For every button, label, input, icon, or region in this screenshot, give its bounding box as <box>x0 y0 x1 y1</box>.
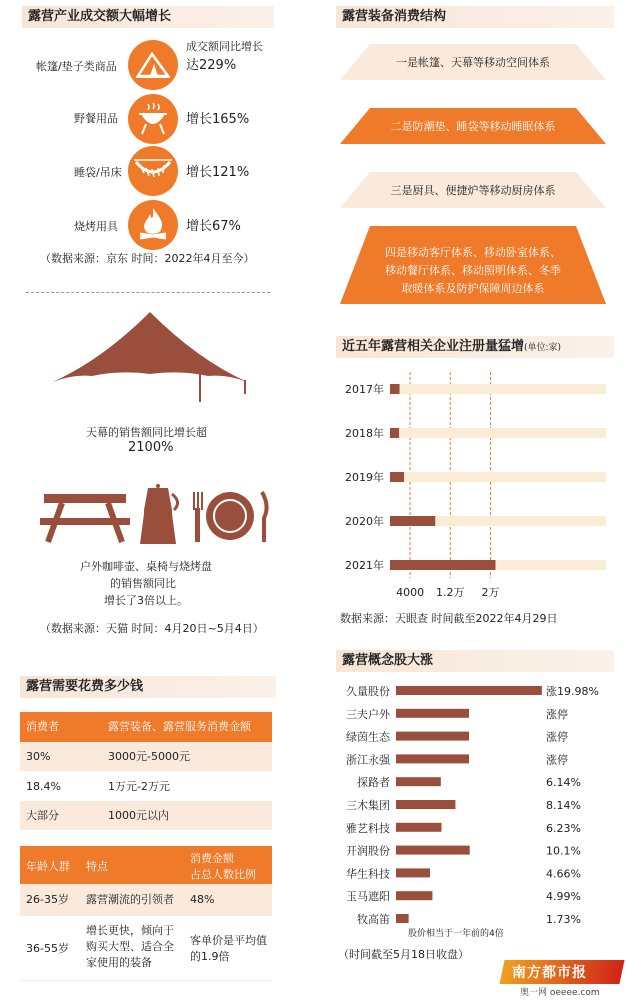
table2-header-1: 特点 <box>86 860 108 873</box>
logo-text: 南方都市报 <box>512 965 587 981</box>
hammock-icon <box>128 146 178 196</box>
stock-bar <box>396 891 432 900</box>
stock-name-label: 雅艺科技 <box>346 821 390 835</box>
table1-cell: 18.4% <box>26 780 61 793</box>
table2-cell: 36-55岁 <box>26 942 69 955</box>
stock-value-label: 10.1% <box>546 844 581 858</box>
table2-header-0: 年龄人群 <box>26 860 70 873</box>
reg-bar <box>390 516 435 526</box>
stock-bar <box>396 777 441 786</box>
coffee-text-1: 户外咖啡壶、桌椅与烧烤盘 <box>80 560 212 573</box>
reg-bar <box>390 560 495 570</box>
table2-cell: 的1.9倍 <box>190 950 230 963</box>
item-label-sleeping: 睡袋/吊床 <box>74 166 122 179</box>
item-label-tent: 帐篷/垫子类商品 <box>36 60 117 73</box>
stock-bar <box>396 823 441 832</box>
item-value-tent-l2: 达229% <box>186 58 237 73</box>
stock-value-label: 6.23% <box>546 821 581 835</box>
table2-cell: 购买大型、适合全 <box>86 940 174 953</box>
item-value-bbq: 增长67% <box>186 219 241 234</box>
registrations-unit: (单位:家) <box>524 343 562 353</box>
stock-value-label: 8.14% <box>546 799 581 812</box>
stock-bar <box>396 732 469 741</box>
reg-track <box>390 384 606 394</box>
table1-cell: 30% <box>26 750 51 763</box>
source-close: （时间截至5月18日收盘） <box>338 948 469 961</box>
stock-bar <box>396 686 542 695</box>
reg-tick-label: 2万 <box>481 586 500 599</box>
stock-value-label: 1.73% <box>546 913 581 926</box>
table-consumers <box>20 712 272 830</box>
reg-track <box>390 428 606 438</box>
plate-icon <box>188 488 272 544</box>
reg-tick-label: 4000 <box>396 586 425 599</box>
coffee-text-3: 增长了3倍以上。 <box>104 594 188 607</box>
stock-value-label: 6.14% <box>546 776 581 790</box>
item-value-sleeping: 增长121% <box>186 165 250 180</box>
reg-category-label: 2019年 <box>345 471 384 484</box>
table2-cell: 26-35岁 <box>26 893 69 906</box>
stock-bar <box>396 914 409 923</box>
item-value-picnic: 增长165% <box>186 112 250 127</box>
stock-name-label: 三木集团 <box>346 799 390 812</box>
reg-tick-label: 1.2万 <box>436 586 465 599</box>
section-title-growth: 露营产业成交额大幅增长 <box>22 6 274 28</box>
reg-category-label: 2018年 <box>345 427 384 440</box>
stock-value-label: 涨停 <box>546 707 568 721</box>
stock-bar <box>396 868 430 877</box>
stock-value-label: 4.99% <box>546 890 581 904</box>
table2-cell: 增长更快，倾向于 <box>86 924 174 937</box>
stock-bar <box>396 754 469 763</box>
grill-icon <box>128 94 178 144</box>
structure-item-1: 一是帐篷、天幕等移动空间体系 <box>396 56 550 69</box>
structure-item-2: 二是防潮垫、睡袋等移动睡眠体系 <box>390 120 556 133</box>
reg-category-label: 2021年 <box>345 559 384 572</box>
watermark: 奥一网 oeeee.com <box>520 988 600 998</box>
stock-bar <box>396 800 455 809</box>
coffee-text-2: 的销售额同比 <box>110 577 176 590</box>
table1-cell: 3000元-5000元 <box>108 750 190 763</box>
table2-cell: 露营潮流的引领者 <box>86 893 174 906</box>
section-title-stocks: 露营概念股大涨 <box>336 650 614 672</box>
table2-cell: 48% <box>190 893 215 906</box>
source-tmall: （数据来源：天猫 时间：4月20日~5月4日） <box>40 622 264 635</box>
stock-bar <box>396 709 469 718</box>
structure-item-3: 三是厨具、便捷炉等移动厨房体系 <box>390 184 556 197</box>
stock-name-label: 玉马遮阳 <box>346 890 390 904</box>
reg-category-label: 2017年 <box>345 383 384 396</box>
divider <box>26 292 270 293</box>
item-label-picnic: 野餐用品 <box>74 112 118 125</box>
structure-item-4c: 取暖体系及防护保障周边体系 <box>401 282 545 295</box>
stock-note: 股价相当于一年前的4倍 <box>408 929 504 939</box>
table2-header-3: 占总人数比例 <box>190 868 256 881</box>
structure-item-4b: 移动餐厅体系、移动照明体系、冬季 <box>385 264 561 277</box>
stock-name-label: 绿茵生态 <box>346 730 390 744</box>
stock-value-label: 4.66% <box>546 867 581 881</box>
reg-track <box>390 472 606 482</box>
registrations-chart <box>336 368 616 608</box>
canopy-text-1: 天幕的销售额同比增长超 <box>86 426 207 439</box>
section-title-registrations <box>336 336 614 358</box>
reg-bar <box>390 384 400 394</box>
stock-name-label: 久量股份 <box>346 685 390 698</box>
registrations-title: 近五年露营相关企业注册量猛增 <box>342 339 525 354</box>
stock-bar <box>396 846 470 855</box>
item-value-tent-l1: 成交额同比增长 <box>186 40 263 53</box>
table1-header-0: 消费者 <box>26 720 59 733</box>
stock-value-label: 涨停 <box>546 730 568 744</box>
reg-category-label: 2020年 <box>345 515 384 528</box>
section-title-spending: 露营需要花费多少钱 <box>20 676 276 698</box>
item-label-bbq: 烧烤用具 <box>74 220 118 233</box>
canopy-icon <box>40 302 260 402</box>
picnic-table-icon <box>40 488 130 544</box>
stock-value-label: 涨停 <box>546 753 568 767</box>
coffee-pot-icon <box>138 484 182 546</box>
table2-cell: 家使用的装备 <box>86 956 152 969</box>
table1-cell: 1万元-2万元 <box>108 780 170 793</box>
table1-cell: 大部分 <box>26 809 59 822</box>
reg-bar <box>390 428 399 438</box>
stock-name-label: 浙江永强 <box>346 753 390 767</box>
stock-value-label: 涨19.98% <box>546 685 599 698</box>
reg-bar <box>390 472 404 482</box>
fire-icon <box>128 200 178 250</box>
table-age-groups <box>20 846 272 981</box>
stock-name-label: 开润股份 <box>346 844 390 858</box>
table2-cell: 客单价是平均值 <box>190 934 267 947</box>
table1-cell: 1000元以内 <box>108 809 169 822</box>
stock-name-label: 华生科技 <box>346 867 390 881</box>
structure-item-4a: 四是移动客厅体系、移动卧室体系、 <box>385 246 561 259</box>
stock-name-label: 牧高笛 <box>357 913 390 926</box>
canopy-text-2: 2100% <box>128 440 174 455</box>
source-jd: （数据来源：京东 时间：2022年4月至今） <box>40 252 255 265</box>
section-title-structure: 露营装备消费结构 <box>336 6 614 28</box>
tent-icon <box>128 40 178 90</box>
stocks-chart <box>336 680 626 930</box>
source-tianyancha: 数据来源：天眼查 时间截至2022年4月29日 <box>340 612 558 625</box>
table1-header-1: 露营装备、露营服务消费金额 <box>108 720 251 733</box>
stock-name-label: 三夫户外 <box>346 707 390 721</box>
stock-name-label: 探路者 <box>357 776 390 790</box>
table2-header-2: 消费金额 <box>190 852 234 865</box>
